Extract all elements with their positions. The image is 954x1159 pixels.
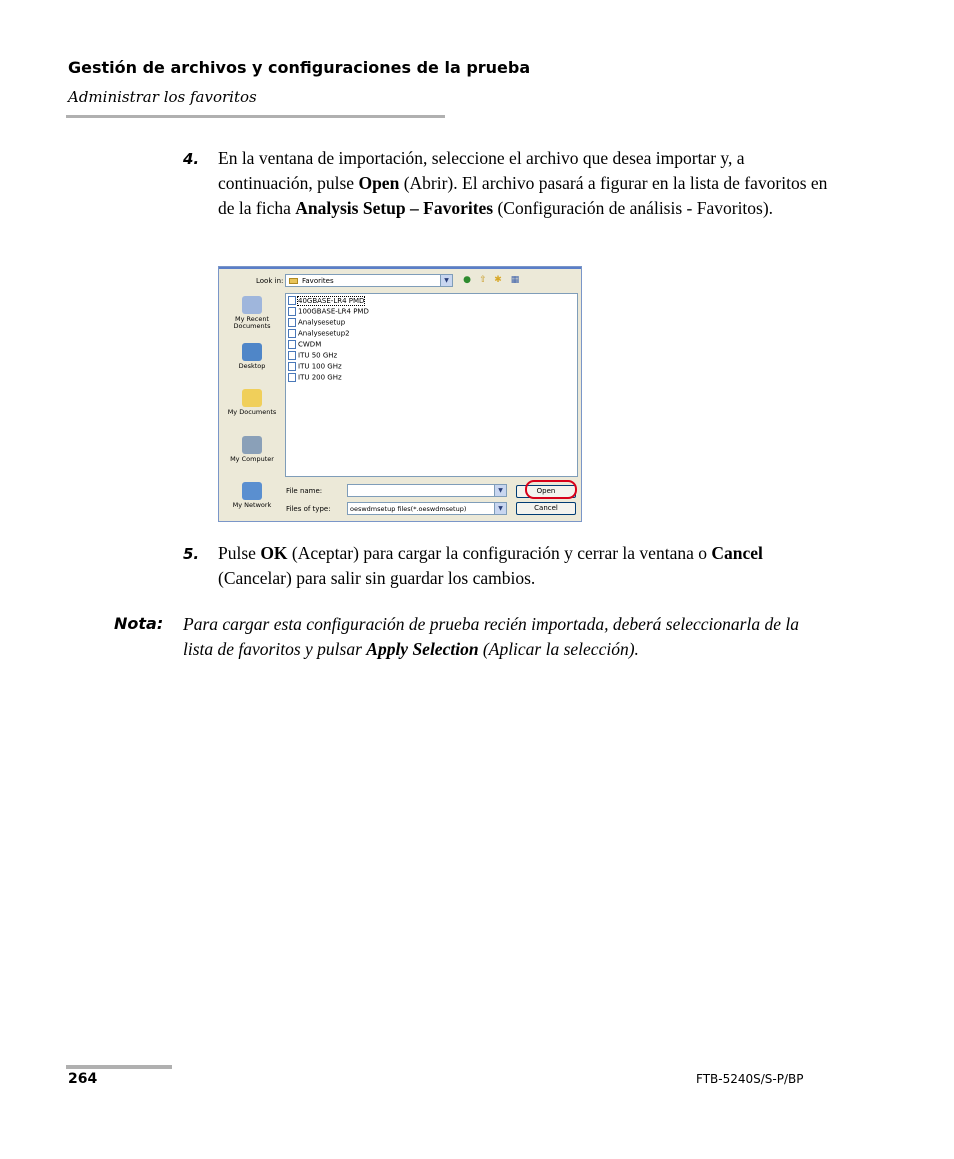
file-item[interactable]: [288, 329, 350, 340]
step-5-cancel-term: Cancel: [711, 543, 763, 563]
file-icon: [288, 373, 296, 382]
file-name: ITU 200 GHz: [298, 373, 342, 382]
place-documents-label: My Documents: [227, 408, 277, 416]
file-name-label: File name:: [286, 487, 323, 495]
dialog-title-edge: [219, 267, 581, 269]
section-title: Gestión de archivos y configuraciones de la prueba: [68, 58, 531, 77]
my-computer-icon: [242, 436, 262, 454]
look-in-label: Look in:: [256, 277, 284, 285]
my-documents-icon: [242, 389, 262, 407]
file-name-field[interactable]: [347, 484, 507, 497]
file-type-select[interactable]: [347, 502, 507, 515]
place-computer-label: My Computer: [230, 455, 274, 463]
step-4-text-b: (Abrir). El archivo pasará a figurar en la lista de favoritos en de la ficha: [218, 173, 828, 218]
file-icon: [288, 307, 296, 316]
product-model: FTB-5240S/S-P/BP: [696, 1072, 804, 1086]
footer-divider: [66, 1065, 172, 1069]
file-item[interactable]: [288, 307, 369, 318]
file-name: 40GBASE-LR4 PMD: [298, 296, 365, 305]
place-network-label: My Network: [232, 501, 272, 509]
recent-documents-icon: [242, 296, 262, 314]
cancel-button[interactable]: Cancel: [516, 502, 576, 515]
file-list[interactable]: [285, 293, 578, 477]
file-icon: [288, 296, 296, 305]
page-number: 264: [68, 1071, 98, 1087]
note-apply-selection-term: Apply Selection: [366, 638, 479, 659]
step-5-text: [218, 541, 838, 591]
file-item[interactable]: [288, 318, 345, 329]
section-subtitle: Administrar los favoritos: [68, 88, 257, 106]
place-desktop-label: Desktop: [238, 362, 266, 370]
header-divider: [66, 115, 445, 118]
up-folder-icon[interactable]: ⇧: [479, 275, 487, 285]
place-recent[interactable]: [223, 296, 281, 330]
file-icon: [288, 340, 296, 349]
file-name: Analysesetup2: [298, 329, 350, 338]
step-4-text-c: (Configuración de análisis - Favoritos).: [493, 198, 774, 218]
file-name: ITU 50 GHz: [298, 351, 338, 360]
back-icon[interactable]: ●: [463, 275, 471, 285]
file-name: 100GBASE-LR4 PMD: [298, 307, 369, 316]
file-type-label: Files of type:: [286, 505, 331, 513]
file-icon: [288, 318, 296, 327]
step-4-open-term: Open: [358, 173, 400, 193]
file-icon: [288, 329, 296, 338]
file-item[interactable]: [288, 373, 342, 384]
file-name: CWDM: [298, 340, 322, 349]
note-label: Nota:: [114, 614, 164, 633]
step-4-text: [218, 146, 838, 221]
place-computer[interactable]: [223, 436, 281, 463]
file-icon: [288, 351, 296, 360]
file-item[interactable]: [288, 351, 337, 362]
open-button[interactable]: Open: [516, 485, 576, 498]
place-recent-label: My Recent Documents: [233, 315, 271, 330]
look-in-value: Favorites: [302, 277, 334, 285]
file-name: Analysesetup: [298, 318, 346, 327]
step-5-text-c: (Cancelar) para salir sin guardar los cambios.: [218, 568, 536, 588]
step-4-favorites-term: Analysis Setup – Favorites: [295, 198, 494, 218]
view-menu-icon[interactable]: ▦: [510, 275, 520, 285]
file-type-value: oeswdmsetup files(*.oeswdmsetup): [350, 505, 467, 513]
place-documents[interactable]: [223, 389, 281, 416]
file-item[interactable]: [288, 362, 342, 373]
chevron-down-icon[interactable]: ▼: [494, 503, 506, 514]
my-network-icon: [242, 482, 262, 500]
file-item[interactable]: [288, 296, 364, 307]
new-folder-icon[interactable]: ✱: [494, 275, 502, 285]
file-item[interactable]: [288, 340, 321, 351]
desktop-icon: [242, 343, 262, 361]
step-5-text-b: (Aceptar) para cargar la configuración y cerrar la ventana o: [287, 543, 712, 563]
step-4-number: 4.: [183, 150, 200, 168]
note-text-b: (Aplicar la selección).: [478, 638, 639, 659]
folder-icon: [289, 278, 298, 284]
file-icon: [288, 362, 296, 371]
note-text-a: Para cargar esta configuración de prueba recién importada, deberá seleccionarla de la lista de favoritos y pulsar: [183, 614, 799, 659]
file-name: ITU 100 GHz: [298, 362, 342, 371]
place-network[interactable]: [223, 482, 281, 509]
place-desktop[interactable]: [223, 343, 281, 370]
chevron-down-icon[interactable]: ▼: [440, 275, 452, 286]
open-button-highlight: [525, 480, 577, 499]
step-4-text-a: En la ventana de importación, seleccione el archivo que desea importar y, a continuación, pulse: [218, 148, 745, 193]
step-5-ok-term: OK: [260, 543, 288, 563]
step-5-text-a: Pulse: [218, 543, 261, 563]
chevron-down-icon[interactable]: ▼: [494, 485, 506, 496]
import-dialog-screenshot: [218, 266, 582, 522]
look-in-combo[interactable]: [285, 274, 453, 287]
places-bar: [223, 293, 281, 518]
note-text: [183, 612, 823, 661]
step-5-number: 5.: [183, 545, 200, 563]
